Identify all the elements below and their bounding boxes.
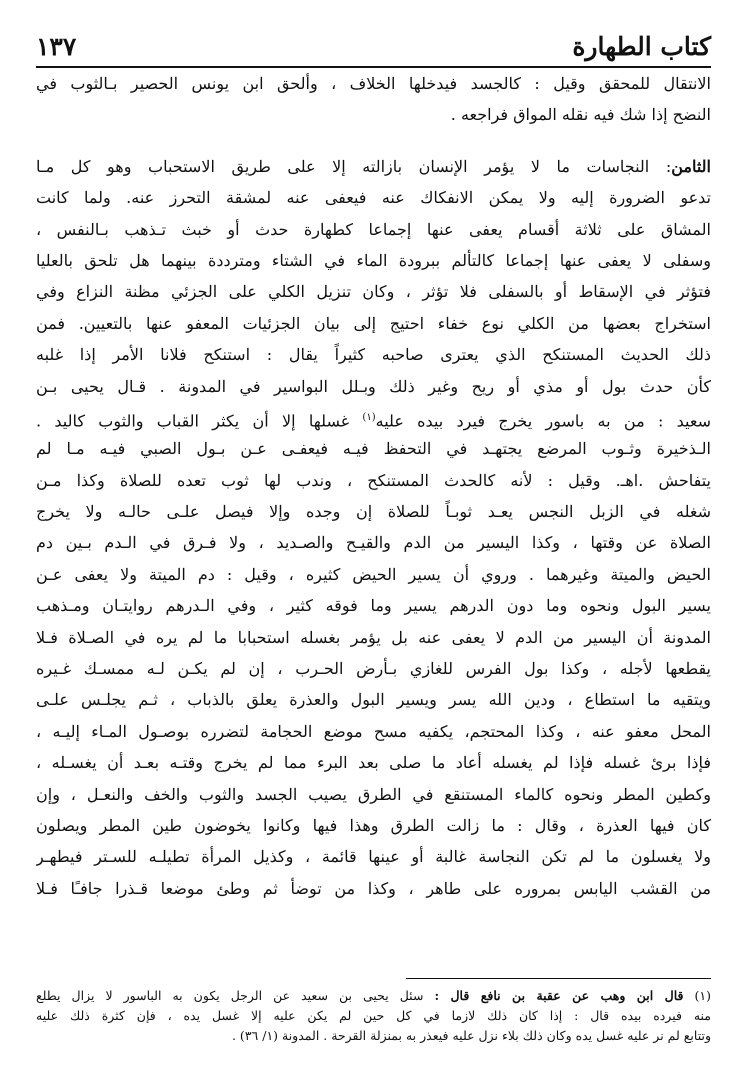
text-line: كان فيها العذرة ، وقال : ما زالت الطرق وهذا فيها وكانوا يخوضون طين المطر ويصلون bbox=[36, 815, 711, 835]
text-line: الحيض والميتة وغيرهما . وروي أن يسير الحيض كثيره ، وقيل : دم الميتة ولا يعفى عـن bbox=[36, 564, 711, 584]
footnote-number: (١) bbox=[694, 988, 711, 1003]
text-line: تدعو الضرورة إليه ولا يمكن الانفكاك عنه فيعفى عنه لمشقة التحرز عنه. ولما كانت bbox=[36, 188, 711, 208]
footnote-separator bbox=[406, 978, 711, 979]
text-line: فتؤثر في الإسقاط أو بالسفلى فلا تؤثر ، وكان تنزيل الكلي على الجزئي مظنة النزاع وفي bbox=[36, 282, 711, 302]
text-line: وكطين المطر ونحوه كالماء المستنقع في الطرق يصيب الجسد والثوب والخف والنعـل ، وإن bbox=[36, 784, 711, 804]
text-line: الـذخيرة وثـوب المرضع يجتهـد في التحفظ فيـه فيعفـى عـن بـول الصبي فيـه مـا لم bbox=[36, 439, 711, 459]
footnote-line: منه فيرده بيده قال : إذا كان ذلك لازما في كل حين لم يكن عليه إلا غسل يده ، فإن كثرة ذلك عليه bbox=[36, 1008, 711, 1023]
text-line bbox=[36, 151, 711, 182]
text-line: وسفلى لا يعفى عنها إجماعا كالتألم ببرودة الماء في الشتاء ومترددة بينهما هل تلحق بالعليا bbox=[36, 250, 711, 270]
chapter-title: كتاب الطهارة bbox=[572, 31, 711, 61]
text-line: المحل معفو عنه ، وكذا المحتجم، يكفيه مسح موضع الحجامة لتضرره بوصـول المـاء إليـه ، bbox=[36, 721, 711, 741]
page-number: ١٣٧ bbox=[36, 31, 77, 61]
text-line: من القشب اليابس بمروره على طاهر ، وكذا من توضأ ثم وطئ موضعا قـذرا جافـًا فـلا bbox=[36, 878, 711, 898]
text-line bbox=[36, 402, 711, 433]
text-line: المدونة أن اليسير من الدم لا يعفى عنه بل يؤمر بغسله استحبابا ما لم يره في الصـلاة فـلا bbox=[36, 627, 711, 647]
text-line: النضح إذا شك فيه نقله المواق فراجعه . bbox=[450, 105, 711, 125]
main-text bbox=[36, 68, 711, 904]
running-header bbox=[36, 26, 711, 68]
text-line: يتفاحش .اهـ. وقيل : لأنه كالحدث المستنكح ، وندب لها ثوب تعده للصلاة وكذا مـن bbox=[36, 470, 711, 490]
text-span: سعيد : من به باسور يخرج فيرد بيده عليه bbox=[375, 411, 711, 431]
footnote-source: قال ابن وهب عن عقبة بن نافع قال : bbox=[434, 988, 684, 1003]
text-span: : النجاسات ما لا يؤمر الإنسان بازالته إلا على طريق الاستحباب وهو كل مـا bbox=[36, 156, 672, 176]
text-line: ذلك الحديث المستنكح الذي يعترى صاحبه كثيراً يقال : استنكح فلانا الأمر إذا غلبه bbox=[36, 345, 711, 365]
footnote-marker[interactable]: (١) bbox=[362, 411, 376, 423]
text-line: شغله في الزبل النجس يعـد ثوبـاً للصلاة إن وجده وإلا فيصل علـى حالـه ولا يخرج bbox=[36, 502, 711, 522]
text-line: يقطعها لأجله ، وكذا بول الفرس للغازي بـأرض الحـرب ، إن لم يكـن لـه ممسـك غـيره bbox=[36, 659, 711, 679]
text-line: ويتقيه ما استطاع ، ودين الله يسر ويسير البول والعذرة يعلق بالذباب ، ثـم يجلـس علـى bbox=[36, 690, 711, 710]
text-line: فإذا برئ غسله فإذا لم يغسله أعاد ما صلى بعد البرء مما لم يخرج وقتـه بعـد أن يغسـله ، bbox=[36, 753, 711, 773]
footnote-line bbox=[36, 986, 711, 1006]
text-span: غسلها إلا أن يكثر القباب والثوب كاليد . bbox=[36, 411, 363, 431]
footnote-line: وتتابع لم نر عليه غسل يده وكان ذلك بلاء نزل عليه فيعذر به بمنزلة القرحة . المدونة (١/ ٣٦) . bbox=[231, 1028, 711, 1043]
text-line: استخراج بعضها من الكلي نوع خفاء احتيج إلى بيان الجزئيات المعفو عنها بالتعيين. فمن bbox=[36, 313, 711, 333]
text-line: يسير البول ونحوه وما دون الدرهم يسير وما فوقه كثير ، وفي الـدرهم روايتـان ومـذهب bbox=[36, 596, 711, 616]
text-line: الانتقال للمحقق وقيل : كالجسد فيدخلها الخلاف ، وألحق ابن يونس الحصير بـالثوب في bbox=[36, 74, 711, 93]
text-line: ولا يغسلون ما لم تكن النجاسة غالبة أو عينها قائمة ، وكذيل المرأة تطيلـه للسـتر فيطهـر bbox=[36, 847, 711, 867]
text-span: سئل يحيى بن سعيد عن الرجل يكون به الباسور لا يزال يطلع bbox=[36, 988, 424, 1003]
footnotes bbox=[36, 986, 711, 1046]
text-line: الصلاة عن وقتها ، وكذا اليسير من الدم والقيـح والصـديد ، ولا فـرق في الـدم بـين دم bbox=[36, 533, 711, 553]
text-line: كأن حدث بول أو مذي أو ريح وغير ذلك وبـلل البواسير في المدونة . قـال يحيى بـن bbox=[36, 376, 711, 396]
text-line: المشاق على ثلاثة أقسام يعفى عنها إجماعا كطهارة حدث أو خبث تـذهب بـالنفس ، bbox=[36, 219, 711, 239]
section-lead: الثامن bbox=[671, 156, 711, 176]
